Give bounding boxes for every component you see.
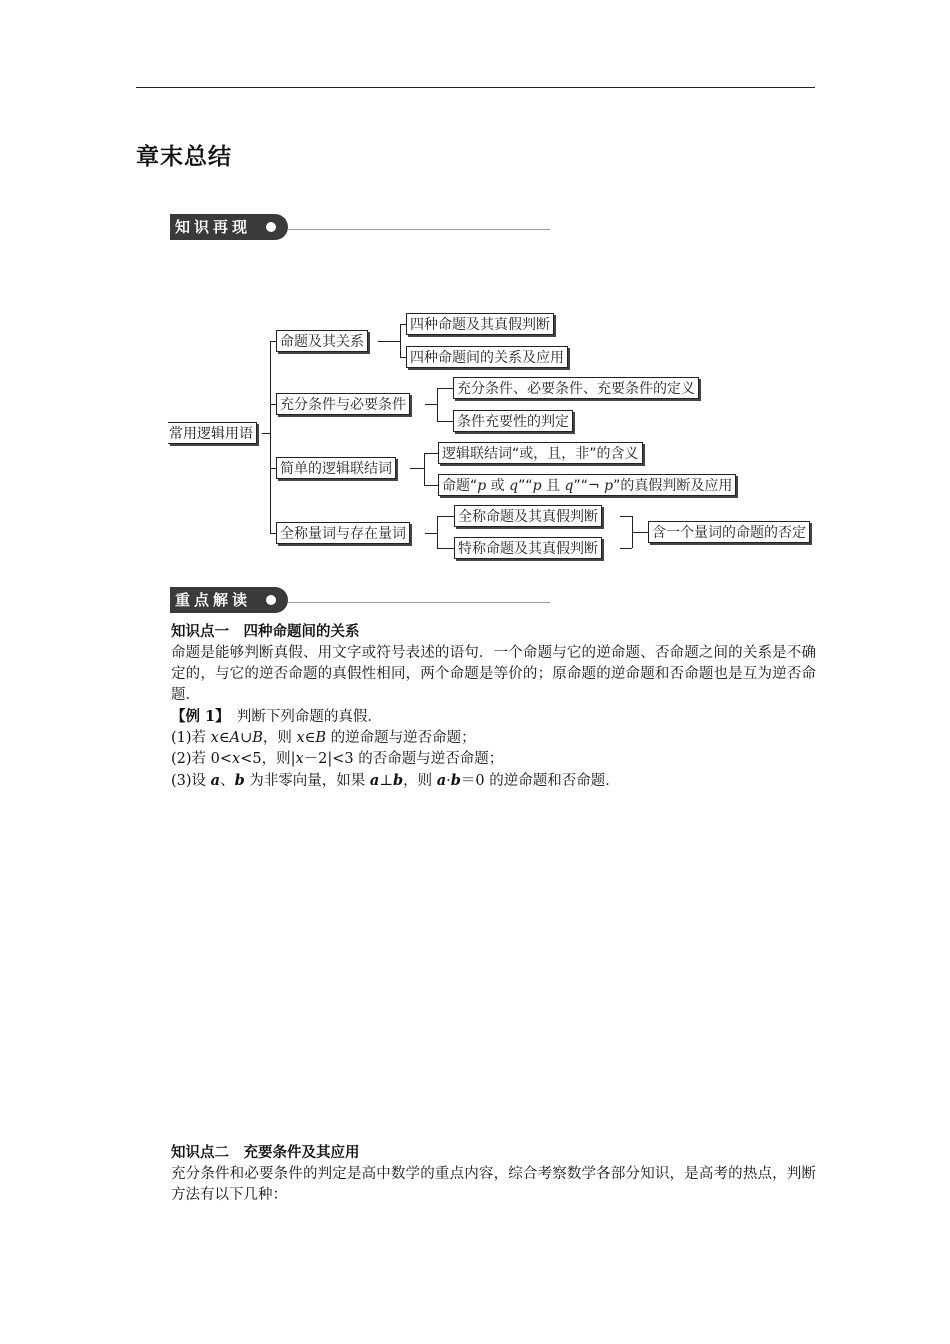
text-fragment: ＝0 的逆命题和否命题． bbox=[460, 773, 620, 789]
text-fragment: ∈ bbox=[304, 730, 316, 746]
text-fragment: 、 bbox=[220, 773, 235, 789]
page-title: 章末总结 bbox=[136, 144, 232, 170]
variable: B bbox=[252, 730, 263, 746]
variable: A bbox=[229, 730, 241, 746]
connector bbox=[632, 532, 648, 533]
example-tag: 【例 1】 bbox=[171, 708, 223, 725]
mindmap-leaf: 条件充要性的判定 bbox=[453, 410, 573, 432]
connector bbox=[437, 388, 438, 421]
text-fragment: ”“¬ bbox=[573, 478, 605, 494]
text-fragment: 或 bbox=[486, 478, 510, 494]
example-item-3 bbox=[171, 770, 816, 792]
connector bbox=[424, 453, 425, 485]
paragraph: 充分条件和必要条件的判定是高中数学的重点内容，综合考察数学各部分知识，是高考的热点，判断方法有以下几种： bbox=[171, 1166, 816, 1203]
knowledge-point-heading: 知识点二 充要条件及其应用 bbox=[171, 1145, 360, 1161]
banner-rule bbox=[288, 229, 550, 230]
connector bbox=[437, 548, 454, 549]
mindmap-leaf: 逻辑联结词“或，且，非”的含义 bbox=[438, 442, 643, 464]
variable: x bbox=[232, 751, 241, 767]
mindmap-leaf-truth-judgement bbox=[438, 474, 736, 496]
variable: x bbox=[296, 730, 305, 746]
connector bbox=[270, 341, 271, 533]
paragraph: 命题是能够判断真假、用文字或符号表述的语句．一个命题与它的逆命题、否命题之间的关系是不确定的，与它的逆否命题的真假性相同，两个命题是等价的；原命题的逆命题和否命题也是互为逆否命题． bbox=[171, 645, 816, 703]
text-fragment: (1)若 bbox=[171, 730, 211, 746]
mindmap-leaf: 充分条件、必要条件、充要条件的定义 bbox=[453, 377, 699, 399]
example-item-2 bbox=[171, 749, 816, 770]
text-fragment: (3)设 bbox=[171, 773, 211, 789]
connector bbox=[437, 388, 453, 389]
text-fragment: 且 bbox=[541, 478, 565, 494]
variable: q bbox=[509, 478, 519, 494]
variable: B bbox=[315, 730, 327, 746]
connector bbox=[425, 404, 437, 405]
mindmap-branch-propositions: 命题及其关系 bbox=[276, 330, 368, 352]
connector bbox=[400, 324, 401, 357]
connector bbox=[424, 453, 438, 454]
knowledge-point-2 bbox=[171, 1143, 816, 1206]
example-item-1 bbox=[171, 728, 816, 749]
vector-variable: b bbox=[234, 772, 245, 789]
bullet-dot-icon bbox=[266, 595, 276, 605]
variable: p bbox=[604, 478, 614, 494]
text-fragment: 为非零向量，如果 bbox=[244, 773, 370, 789]
connector bbox=[437, 421, 453, 422]
text-fragment: ，则 bbox=[262, 730, 297, 746]
variable: x bbox=[295, 751, 304, 767]
section-banner-knowledge bbox=[170, 214, 550, 240]
connector bbox=[620, 548, 632, 549]
connector bbox=[378, 341, 400, 342]
mindmap-leaf-negation: 含一个量词的命题的否定 bbox=[648, 521, 810, 543]
variable: p bbox=[477, 478, 487, 494]
connector bbox=[410, 468, 424, 469]
mindmap-leaf: 特称命题及其真假判断 bbox=[454, 537, 602, 559]
text-fragment: ”“ bbox=[518, 478, 533, 494]
mindmap-branch-conditions: 充分条件与必要条件 bbox=[276, 393, 410, 415]
header-rule bbox=[136, 87, 815, 88]
example-text: 判断下列命题的真假． bbox=[222, 709, 382, 725]
text-fragment: －2|<3 的否命题与逆否命题； bbox=[303, 751, 504, 767]
mindmap-leaf: 四种命题间的关系及应用 bbox=[406, 346, 568, 368]
text-fragment: ，则 bbox=[403, 773, 437, 789]
mindmap-branch-connectives: 简单的逻辑联结词 bbox=[276, 457, 396, 479]
connector bbox=[620, 516, 632, 517]
text-fragment: 命题“ bbox=[442, 478, 478, 494]
vector-variable: b bbox=[450, 772, 461, 789]
mindmap-leaf: 四种命题及其真假判断 bbox=[406, 313, 554, 335]
bullet-dot-icon bbox=[266, 222, 276, 232]
mindmap-root: 常用逻辑用语 bbox=[168, 422, 257, 444]
section-label: 重点解读 bbox=[170, 587, 288, 613]
text-fragment: ∪ bbox=[240, 730, 253, 746]
text-fragment: (2)若 0< bbox=[171, 751, 233, 767]
banner-rule bbox=[288, 602, 550, 603]
vector-variable: a bbox=[369, 772, 380, 789]
vector-variable: a bbox=[210, 772, 221, 789]
knowledge-point-1 bbox=[171, 622, 816, 792]
knowledge-point-heading: 知识点一 四种命题间的关系 bbox=[171, 624, 360, 640]
connector bbox=[437, 516, 454, 517]
example-line bbox=[171, 706, 816, 728]
text-fragment: <5，则| bbox=[240, 751, 296, 767]
text-fragment: 的逆命题与逆否命题； bbox=[326, 730, 476, 746]
connector bbox=[437, 516, 438, 548]
variable: q bbox=[564, 478, 574, 494]
variable: p bbox=[532, 478, 542, 494]
mindmap-leaf: 全称命题及其真假判断 bbox=[454, 505, 602, 527]
text-fragment: · bbox=[446, 773, 451, 789]
vector-variable: b bbox=[392, 772, 404, 789]
mindmap-branch-quantifiers: 全称量词与存在量词 bbox=[276, 522, 410, 544]
text-fragment: ⊥ bbox=[379, 773, 393, 789]
text-fragment: ∈ bbox=[218, 730, 230, 746]
vector-variable: a bbox=[436, 772, 447, 789]
section-banner-key-points bbox=[170, 587, 550, 613]
variable: x bbox=[210, 730, 219, 746]
connector bbox=[262, 433, 270, 434]
section-label: 知识再现 bbox=[170, 214, 288, 240]
connector bbox=[424, 485, 438, 486]
connector bbox=[425, 533, 437, 534]
text-fragment: ”的真假判断及应用 bbox=[613, 478, 733, 494]
